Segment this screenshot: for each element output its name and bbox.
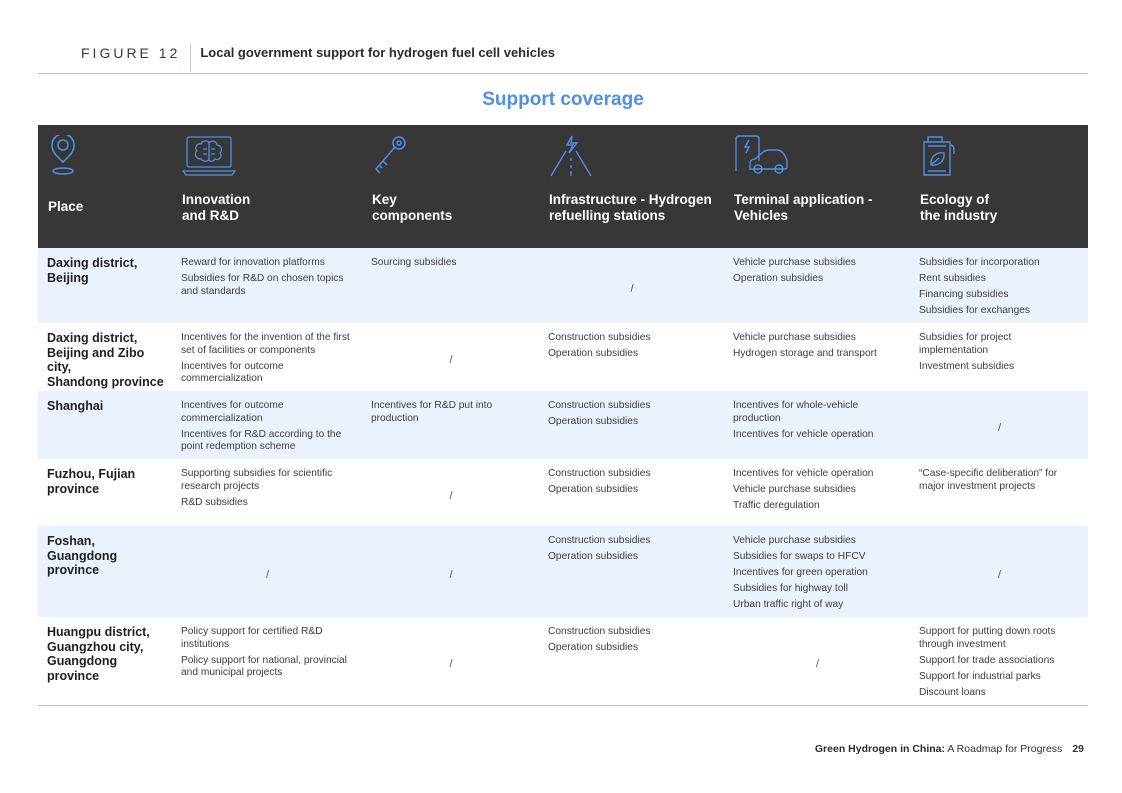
not-applicable-cell: / (910, 526, 1088, 617)
support-cell (724, 526, 910, 617)
support-item: Hydrogen storage and transport (733, 348, 877, 359)
support-item: Rent subsidies (919, 273, 986, 284)
place-cell: Daxing district, Beijing and Zibo city, Shandong province (47, 331, 164, 389)
column-header-innovation (172, 125, 362, 248)
column-header-label: Ecology of the industry (920, 192, 998, 223)
support-cell (362, 248, 539, 323)
column-header-label: Infrastructure - Hydrogen refuelling stations (549, 192, 712, 223)
support-item: Incentives for outcome commercialization (181, 360, 284, 384)
support-item: Incentives for vehicle operation (733, 428, 874, 440)
support-item: Construction subsidies (548, 535, 651, 546)
column-header-key-components (362, 125, 539, 248)
support-item: Traffic deregulation (733, 500, 820, 511)
table-row (38, 617, 1088, 705)
figure-title: Local government support for hydrogen fuel cell vehicles (200, 45, 556, 60)
support-cell (172, 391, 362, 459)
support-cell (539, 617, 724, 705)
support-item: Operation subsidies (548, 348, 639, 359)
support-item: Incentives for R&D according to the point redemption scheme (181, 428, 342, 452)
support-cell (362, 391, 539, 459)
not-applicable-cell: / (910, 391, 1088, 459)
support-item: Vehicle purchase subsidies (733, 257, 856, 268)
column-header-infrastructure (539, 125, 724, 248)
support-item: Incentives for vehicle operation (733, 468, 874, 479)
column-header-label: Place (48, 199, 84, 214)
figure-header (81, 44, 555, 72)
support-item: Subsidies for swaps to HFCV (733, 551, 866, 562)
support-item: Incentives for green operation (733, 567, 868, 578)
support-cell (910, 248, 1088, 323)
support-cell (539, 526, 724, 617)
support-item: Sourcing subsidies (371, 257, 457, 268)
footer-publication: Green Hydrogen in China: (814, 743, 945, 755)
support-cell (172, 617, 362, 705)
support-item: Incentives for the invention of the first set of facilities or components (181, 332, 350, 356)
key-icon (372, 135, 426, 177)
support-item: Subsidies for R&D on chosen topics and standards (181, 273, 344, 297)
support-item: Supporting subsidies for scientific research projects (181, 468, 333, 492)
support-cell (539, 323, 724, 391)
support-cell (172, 248, 362, 323)
support-item: Discount loans (919, 686, 986, 698)
support-item: Operation subsidies (548, 416, 639, 427)
support-item: Operation subsidies (548, 484, 639, 495)
not-applicable-cell: / (362, 617, 539, 705)
table-row (38, 248, 1088, 323)
figure-label: FIGURE 12 (81, 45, 181, 61)
support-cell (539, 391, 724, 459)
electric-car-icon (734, 135, 788, 177)
column-header-ecology (910, 125, 1088, 248)
column-header-place (38, 125, 172, 248)
table-row (38, 526, 1088, 617)
table-row (38, 459, 1088, 526)
support-cell (172, 459, 362, 526)
support-cell (910, 459, 1088, 526)
support-cell (724, 323, 910, 391)
support-item: “Case-specific deliberation” for major investment projects (919, 468, 1058, 492)
support-item: Vehicle purchase subsidies (733, 535, 856, 546)
support-item: Incentives for whole-vehicle production (733, 400, 859, 424)
place-cell: Foshan, Guangdong province (38, 526, 172, 617)
support-cell (172, 323, 362, 391)
column-header-label: Key components (372, 192, 453, 223)
support-item: Operation subsidies (733, 273, 824, 284)
support-item: Subsidies for highway toll (733, 583, 848, 594)
support-item: Policy support for national, provincial and municipal projects (181, 654, 347, 678)
support-cell (539, 459, 724, 526)
not-applicable-cell: / (449, 354, 453, 367)
location-pin-icon (48, 135, 102, 177)
not-applicable-cell: / (539, 248, 724, 323)
support-item: Support for industrial parks (919, 670, 1041, 682)
support-item: Construction subsidies (548, 468, 651, 479)
not-applicable-cell: / (362, 526, 539, 617)
page-footer (815, 743, 1084, 755)
place-cell: Daxing district, Beijing (38, 248, 172, 323)
not-applicable-cell: / (449, 489, 453, 502)
support-item: Urban traffic right of way (733, 599, 844, 610)
table-row (38, 391, 1088, 459)
support-item: Operation subsidies (548, 551, 639, 562)
column-header-label: Terminal application - Vehicles (734, 192, 873, 223)
place-cell: Fuzhou, Fujian province (47, 467, 136, 496)
footer-subtitle: A Roadmap for Progress (945, 743, 1063, 755)
support-cell (910, 617, 1088, 705)
page-number: 29 (1072, 743, 1084, 755)
support-item: Support for putting down roots through investment (919, 626, 1056, 650)
support-item: Subsidies for project implementation (919, 332, 1012, 356)
support-item: Vehicle purchase subsidies (733, 332, 856, 343)
not-applicable-cell: / (724, 617, 910, 705)
support-item: Reward for innovation platforms (181, 257, 325, 268)
place-cell: Huangpu district, Guangzhou city, Guangdong province (38, 617, 172, 705)
support-item: Incentives for R&D put into production (371, 400, 493, 424)
support-cell (724, 391, 910, 459)
support-coverage-title: Support coverage (482, 89, 644, 110)
column-header-terminal-application (724, 125, 910, 248)
header-rule (38, 73, 1088, 74)
table-header-row (38, 125, 1088, 248)
support-item: Subsidies for exchanges (919, 305, 1030, 316)
place-cell: Shanghai (38, 391, 172, 459)
support-item: Construction subsidies (548, 400, 651, 411)
support-cell (724, 248, 910, 323)
support-item: Incentives for outcome commercialization (181, 400, 284, 424)
support-item: R&D subsidies (181, 496, 248, 508)
support-item: Subsidies for incorporation (919, 257, 1040, 268)
support-table (38, 125, 1088, 706)
support-item: Investment subsidies (919, 360, 1015, 372)
support-cell (724, 459, 910, 526)
support-item: Policy support for certified R&D institutions (181, 626, 323, 650)
road-lightning-icon (549, 135, 603, 177)
support-item: Support for trade associations (919, 654, 1055, 666)
not-applicable-cell: / (172, 526, 362, 617)
support-item: Construction subsidies (548, 626, 651, 637)
table-row (38, 323, 1088, 391)
support-cell (910, 323, 1088, 391)
support-item: Operation subsidies (548, 642, 639, 653)
support-item: Financing subsidies (919, 289, 1009, 300)
support-item: Construction subsidies (548, 332, 651, 343)
eco-canister-icon (920, 135, 974, 177)
figure-divider (190, 44, 191, 72)
brain-laptop-icon (182, 135, 236, 177)
support-item: Vehicle purchase subsidies (733, 484, 856, 495)
column-header-label: Innovation and R&D (182, 192, 251, 223)
